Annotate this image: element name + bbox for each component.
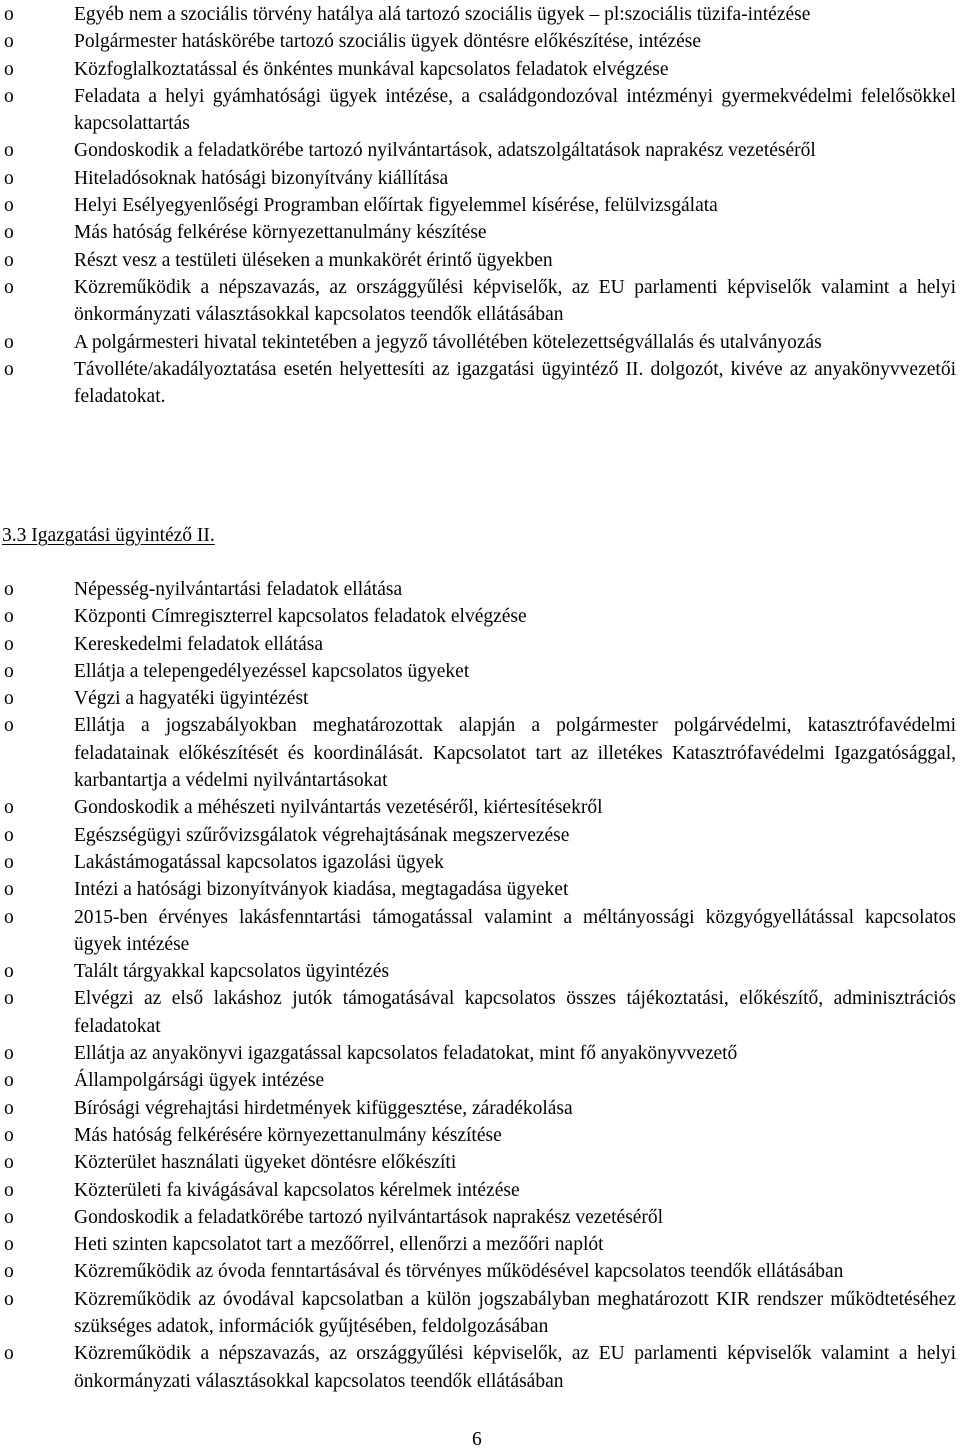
- list-item-text: Bírósági végrehajtási hirdetmények kifüggesztése, záradékolása: [74, 1097, 573, 1119]
- list-item: [0, 1340, 958, 1395]
- list-item-text: Elvégzi az első lakáshoz jutók támogatásával kapcsolatos összes tájékoztatási, előkészítő, adminisztrációs feladatokat: [74, 988, 956, 1037]
- list-item-text: Gondoskodik a feladatkörébe tartozó nyilvántartások, adatszolgáltatások naprakész vezetéséről: [74, 140, 816, 162]
- list-item: [0, 56, 958, 83]
- list-item: [0, 1231, 958, 1258]
- list-item-text: Közreműködik a népszavazás, az országgyűlési képviselők, az EU parlamenti képviselők valamint a helyi önkormányzati választásokkal kapcsolatos teendők ellátásában: [74, 1343, 956, 1392]
- list-item: [0, 603, 958, 630]
- list-item-text: Állampolgársági ügyek intézése: [74, 1070, 325, 1092]
- list-item: [0, 794, 958, 821]
- list-item: [0, 576, 958, 603]
- list-item-text: Gondoskodik a feladatkörébe tartozó nyilvántartások naprakész vezetéséről: [74, 1206, 664, 1228]
- list-item: [0, 219, 958, 246]
- list-item: [0, 876, 958, 903]
- bullet-marker: o: [4, 606, 14, 628]
- bullet-marker: o: [4, 1179, 14, 1201]
- bullet-marker: o: [4, 1043, 14, 1065]
- list-item-text: Részt vesz a testületi üléseken a munkakörét érintő ügyekben: [74, 249, 553, 271]
- list-item: [0, 165, 958, 192]
- bullet-marker: o: [4, 579, 14, 600]
- bullet-marker: o: [4, 58, 14, 80]
- bullet-marker: o: [4, 140, 14, 162]
- duties-list-2: [0, 576, 958, 1395]
- list-item-text: Talált tárgyakkal kapcsolatos ügyintézés: [74, 961, 390, 983]
- list-item: [0, 1286, 958, 1341]
- list-item: [0, 329, 958, 356]
- list-item-text: A polgármesteri hivatal tekintetében a jegyző távollétében kötelezettségvállalás és utalványozás: [74, 331, 822, 353]
- list-item: [0, 247, 958, 274]
- bullet-marker: o: [4, 222, 14, 244]
- list-item-text: Más hatóság felkérésére környezettanulmány készítése: [74, 1124, 502, 1146]
- bullet-marker: o: [4, 276, 14, 298]
- list-item-text: Feladata a helyi gyámhatósági ügyek intézése, a családgondozóval intézményi gyermekvédelmi felelősökkel kapcsolattartás: [74, 85, 956, 135]
- bullet-marker: o: [4, 1261, 14, 1283]
- bullet-marker: o: [4, 1097, 14, 1119]
- bullet-marker: o: [4, 249, 14, 271]
- list-item: [0, 1258, 958, 1285]
- list-item: [0, 1040, 958, 1067]
- bullet-marker: o: [4, 4, 14, 25]
- bullet-marker: o: [4, 988, 14, 1010]
- list-item: [0, 958, 958, 985]
- list-item: [0, 1177, 958, 1204]
- list-item-text: Kereskedelmi feladatok ellátása: [74, 633, 324, 655]
- list-item-text: Közreműködik az óvodával kapcsolatban a külön jogszabályban meghatározott KIR rendszer működtetéséhez szükséges adatok, információk gyűjtésében, feldolgozásában: [74, 1288, 956, 1338]
- list-item: [0, 192, 958, 219]
- section-heading-text: 3.3 Igazgatási ügyintéző II.: [2, 525, 215, 546]
- list-item-text: Más hatóság felkérése környezettanulmány készítése: [74, 222, 487, 244]
- list-item-text: Lakástámogatással kapcsolatos igazolási ügyek: [74, 851, 444, 873]
- list-item: [0, 1, 958, 28]
- list-item: [0, 822, 958, 849]
- list-item-text: Népesség-nyilvántartási feladatok ellátása: [74, 579, 403, 600]
- list-item: [0, 83, 958, 138]
- list-item-text: Távolléte/akadályoztatása esetén helyettesíti az igazgatási ügyintéző II. dolgozót, kivéve az anyakönyvvezetői feladatokat.: [74, 358, 956, 408]
- bullet-marker: o: [4, 879, 14, 901]
- list-item-text: Közreműködik az óvoda fenntartásával és törvényes működésével kapcsolatos teendők ellátásában: [74, 1261, 844, 1283]
- list-item: [0, 1067, 958, 1094]
- list-item: [0, 356, 958, 411]
- bullet-marker: o: [4, 1234, 14, 1256]
- bullet-marker: o: [4, 1070, 14, 1092]
- list-item-text: Polgármester hatáskörébe tartozó szociális ügyek döntésre előkészítése, intézése: [74, 31, 702, 53]
- bullet-marker: o: [4, 851, 14, 873]
- bullet-marker: o: [4, 195, 14, 217]
- list-item-text: Hiteladósoknak hatósági bizonyítvány kiállítása: [74, 167, 449, 189]
- bullet-marker: o: [4, 1343, 14, 1365]
- list-item: [0, 658, 958, 685]
- list-item: [0, 712, 958, 794]
- bullet-marker: o: [4, 1124, 14, 1146]
- bullet-marker: o: [4, 167, 14, 189]
- section-heading: [2, 521, 215, 551]
- list-item-text: Közfoglalkoztatással és önkéntes munkával kapcsolatos feladatok elvégzése: [74, 58, 669, 80]
- list-item-text: Központi Címregiszterrel kapcsolatos feladatok elvégzése: [74, 606, 527, 628]
- list-item-text: Ellátja az anyakönyvi igazgatással kapcsolatos feladatokat, mint fő anyakönyvvezető: [74, 1043, 738, 1065]
- list-item-text: Gondoskodik a méhészeti nyilvántartás vezetéséről, kiértesítésekről: [74, 797, 603, 819]
- list-item-text: Közterület használati ügyeket döntésre előkészíti: [74, 1152, 457, 1174]
- list-item-text: Ellátja a telepengedélyezéssel kapcsolatos ügyeket: [74, 660, 470, 682]
- list-item-text: Egyéb nem a szociális törvény hatálya alá tartozó szociális ügyek – pl:szociális tüzifa-intézése: [74, 4, 811, 25]
- bullet-marker: o: [4, 358, 14, 380]
- bullet-marker: o: [4, 660, 14, 682]
- list-item-text: Közreműködik a népszavazás, az országgyűlési képviselők, az EU parlamenti képviselők valamint a helyi önkormányzati választásokkal kapcsolatos teendők ellátásában: [74, 276, 956, 326]
- bullet-marker: o: [4, 633, 14, 655]
- page-number: 6: [472, 1429, 482, 1450]
- list-item: [0, 631, 958, 658]
- list-item-text: Heti szinten kapcsolatot tart a mezőőrrel, ellenőrzi a mezőőri naplót: [74, 1234, 604, 1256]
- bullet-marker: o: [4, 906, 14, 928]
- bullet-marker: o: [4, 1288, 14, 1310]
- list-item: [0, 1204, 958, 1231]
- list-item: [0, 685, 958, 712]
- bullet-marker: o: [4, 31, 14, 53]
- list-item: [0, 137, 958, 164]
- list-item: [0, 849, 958, 876]
- bullet-marker: o: [4, 85, 14, 107]
- list-item-text: Ellátja a jogszabályokban meghatározottak alapján a polgármester polgárvédelmi, katasztrófavédelmi feladatainak előkészítését és koordinálását. Kapcsolatot tart az illetékes Katasztrófavédelmi Igazgatósággal, karbantartja a védelmi nyilvántartásokat: [74, 715, 956, 792]
- list-item: [0, 985, 958, 1040]
- bullet-marker: o: [4, 824, 14, 846]
- bullet-marker: o: [4, 961, 14, 983]
- list-item-text: Végzi a hagyatéki ügyintézést: [74, 688, 309, 710]
- list-item: [0, 28, 958, 55]
- list-item-text: Intézi a hatósági bizonyítványok kiadása, megtagadása ügyeket: [74, 879, 569, 901]
- bullet-marker: o: [4, 715, 14, 737]
- list-item: [0, 904, 958, 959]
- duties-list-1: [0, 1, 958, 410]
- list-item: [0, 274, 958, 329]
- list-item: [0, 1095, 958, 1122]
- bullet-marker: o: [4, 797, 14, 819]
- bullet-marker: o: [4, 331, 14, 353]
- list-item: [0, 1122, 958, 1149]
- bullet-marker: o: [4, 688, 14, 710]
- bullet-marker: o: [4, 1206, 14, 1228]
- bullet-marker: o: [4, 1152, 14, 1174]
- list-item-text: Egészségügyi szűrővizsgálatok végrehajtásának megszervezése: [74, 824, 570, 846]
- list-item-text: 2015-ben érvényes lakásfenntartási támogatással valamint a méltányossági közgyógyellátással kapcsolatos ügyek intézése: [74, 906, 956, 955]
- list-item-text: Közterületi fa kivágásával kapcsolatos kérelmek intézése: [74, 1179, 520, 1201]
- list-item: [0, 1149, 958, 1176]
- list-item-text: Helyi Esélyegyenlőségi Programban előírtak figyelemmel kísérése, felülvizsgálata: [74, 195, 718, 217]
